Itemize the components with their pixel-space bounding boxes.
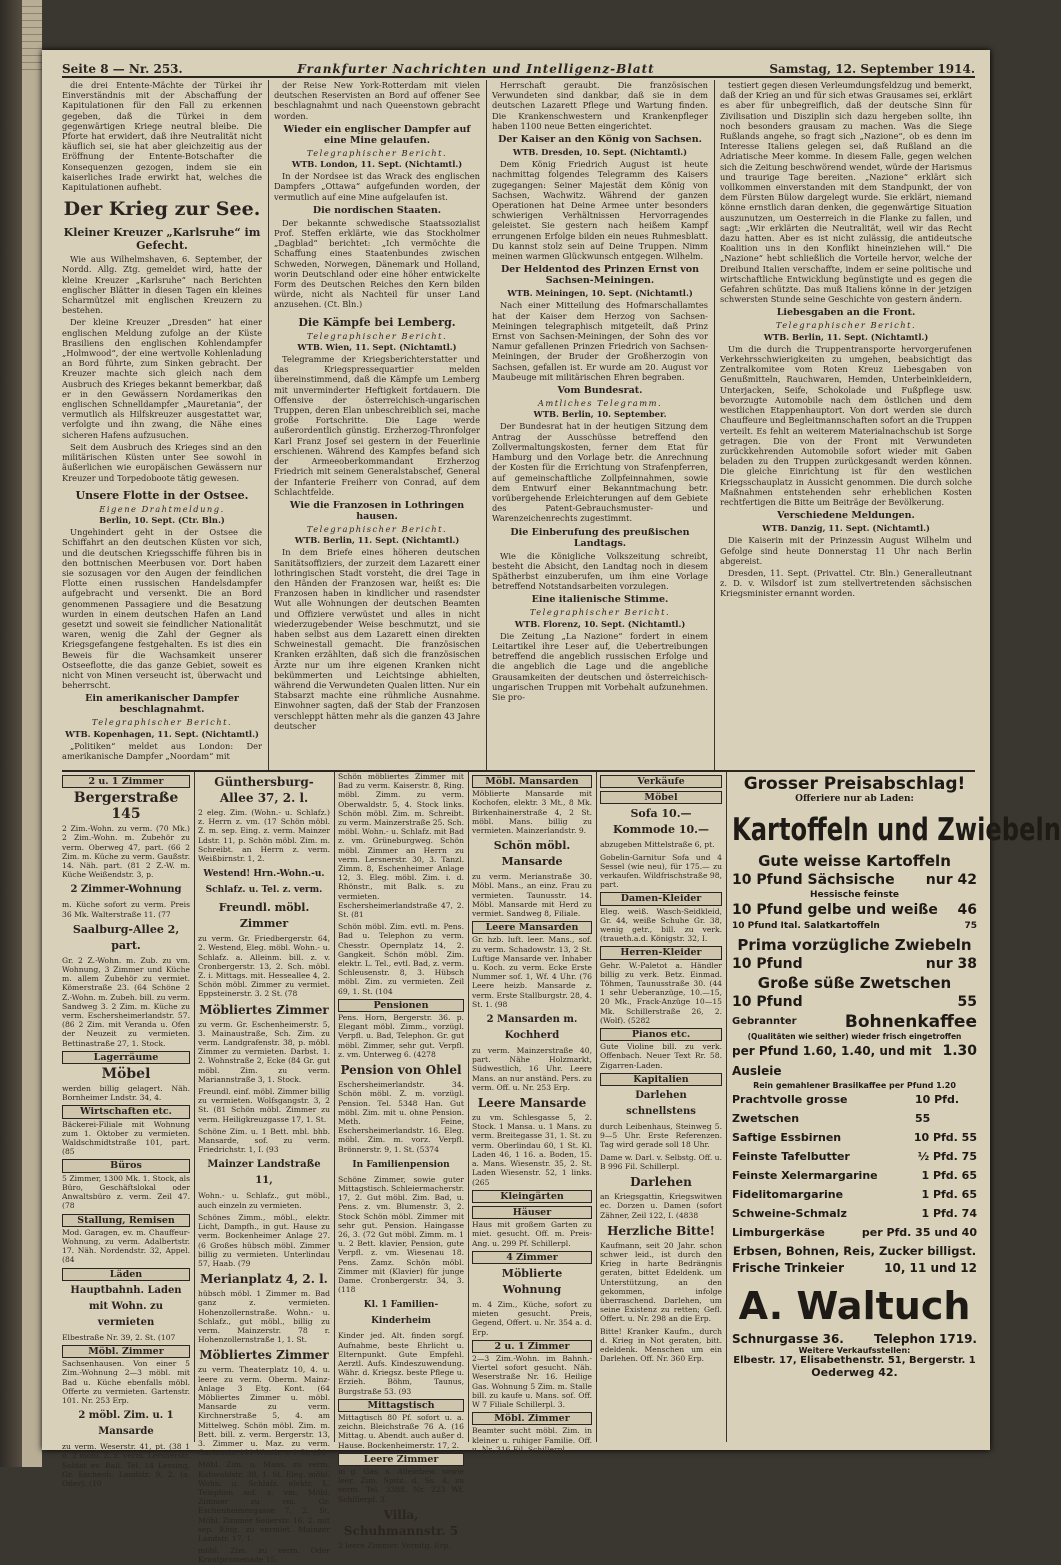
- shop-logo: A. Waltuch: [738, 1284, 971, 1328]
- headline: Wieder ein englischer Dampfer auf eine Mine gelaufen.: [283, 123, 471, 146]
- page-stack: [22, 0, 42, 1467]
- price-value: 46: [957, 902, 977, 918]
- headline: Die nordischen Staaten.: [312, 204, 442, 216]
- ad-headline: Saalburg-Allee 2, part.: [72, 922, 180, 952]
- ad-text: möbl. Zim. zu verm. Oder Krautpromenade 15.: [198, 1546, 330, 1565]
- ad-subtitle: Offeriere nur ab Laden:: [795, 794, 914, 804]
- ad-text: zu verm. Mainzerstraße 40, part. Nähe Holzmarkt, Südwestlich, 16 Uhr. Leere Mans. an nur anständ. Pers. zu verm. Off. u. Nr. 253 Erp.: [472, 1046, 592, 1092]
- price-row: [732, 920, 977, 932]
- ad-headline: Möblierte Wohnung: [501, 1266, 563, 1296]
- dateline: WTB. Berlin, 10. September.: [533, 409, 667, 420]
- dateline: WTB. Meiningen, 10. Sept. (Nichtamtl.): [507, 288, 693, 299]
- price-value: 75: [964, 921, 977, 931]
- article-text: In der Nordsee ist das Wrack des englischen Dampfers „Ottawa“ aufgefunden worden, der vermutlich auf eine Mine aufgelaufen ist.: [274, 171, 480, 202]
- ad-category: Lagerräume: [62, 1051, 190, 1064]
- ad-category: Wirtschaften etc.: [62, 1105, 190, 1118]
- headline: Vom Bundesrat.: [557, 385, 643, 397]
- ad-text: Gute Violine bill. zu verk. Offenbach. Neuer Text Rr. 58. Zigarren-Laden.: [600, 1042, 722, 1070]
- address: Schnurgasse 36.: [732, 1332, 844, 1346]
- ad-title: Grosser Preisabschlag!: [743, 774, 966, 794]
- price-row: [732, 1012, 977, 1032]
- price-row: [732, 1166, 977, 1185]
- price-label: 10 Pfund Sächsische: [732, 872, 895, 888]
- ad-text: Sachsenhausen. Von einer 5 Zim.-Wohnung 2—3 möbl. mit Bad u. Küche ebenfalls möbl. Offerte zu vermieten. Gartenstr. 101. Nr. 253 Erp.: [62, 1359, 190, 1405]
- ad-headline: Herzliche Bitte!: [607, 1223, 715, 1238]
- masthead: Frankfurter Nachrichten und Intelligenz-Blatt: [297, 62, 655, 76]
- ad-category: Kleingärten: [472, 1190, 592, 1203]
- article-text: Dem König Friedrich August ist heute nachmittag folgendes Telegramm des Kaisers zugegangen: Seiner Majestät dem König von Sachsen, Wachwitz. Während der ganzen Operationen hat Deine Armee unter besonders schwierigen Verhältnissen Hervorragendes geleistet. Sie gestern nach heißem Kampf errungenen Erfolge bilden ein neues Ruhmesblatt. Du kannst stolz sein auf Deine Truppen. Nimm meinen warmen Glückwunsch entgegen. Wilhelm.: [492, 159, 708, 262]
- ad-text: Möblierte Mansarde mit Kochofen, elektr. 3 Mt., 8 Mk. Birkenhainerstraße 4, 2 St. möbl. Mans. billig zu vermieten. Mainzerlandstr. 9.: [472, 789, 592, 836]
- ad-text: werden billig gelagert. Näh. Bornheimer Lndstr. 34, 4.: [62, 1084, 190, 1103]
- subline: Telegraphischer Bericht.: [306, 523, 448, 534]
- ad-text: Schöne Zim. u. 1 Bett. mbl. bhb. Mansarde, sof. zu verm. Friedrichstr. 1, I. (93: [198, 1126, 330, 1155]
- ad-headline: Günthersburg-Allee 37, 2. l.: [214, 775, 314, 805]
- ad-headline: Mainzer Landstraße 11,: [207, 1159, 321, 1187]
- price-value: 10 Pfd. 55: [913, 1131, 977, 1144]
- price-label: Frische Trinkeier: [732, 1261, 844, 1275]
- price-row: [732, 1041, 977, 1081]
- dateline: WTB. Kopenhagen, 11. Sept. (Nichtamtl.): [65, 728, 259, 739]
- newspaper-page: [42, 50, 1061, 1565]
- subline: Telegraphischer Bericht.: [306, 147, 448, 158]
- article-text: Seit dem Ausbruch des Krieges sind an den militärischen Küsten unter See sowohl in äußerlichen wie europäischen Gewässern nur Kreuzer und Torpedoboote tätig gewesen.: [62, 441, 262, 483]
- ad-category: Verkäufe: [600, 775, 722, 788]
- column-rule: [194, 772, 195, 1442]
- ad-headline: 2 Zimmer-Wohnung: [70, 884, 182, 896]
- ad-text: Wohn.- u. Schlafz., gut möbl., auch einzeln zu vermieten.: [198, 1191, 330, 1210]
- ad-text: Haus mit großem Garten zu miet. gesucht. Off. m. Preis-Ang. u. 299 Pf. Schillerpl.: [472, 1220, 592, 1248]
- ad-text: Schönes Zimm., möbl., elektr. Licht, Dampfh., in gut. Hause zu verm. Bockenheimer Anlage 27. (6 Großes hübsch möbl. Zimmer billig zu vermieten. Unterlindau 57, Haab. (79: [198, 1212, 330, 1268]
- ad-section: Große süße Zwetschen: [757, 974, 952, 992]
- dateline: WTB. Wien, 11. Sept. (Nichtamtl.): [297, 341, 457, 352]
- dateline: WTB. Danzig, 11. Sept. (Nichtamtl.): [762, 523, 930, 534]
- ad-text: Eleg. weiß. Wasch-Seidkleid, Gr. 44, weiße Schuhe Gr. 38, wenig getr., bill. zu verk. (traueth.a.d. Königstr. 32, I.: [600, 906, 722, 944]
- headline: Die Kämpfe bei Lemberg.: [298, 315, 456, 329]
- subline: Telegraphischer Bericht.: [775, 320, 917, 331]
- ad-category: Möbl. Zimmer: [472, 1412, 592, 1425]
- ad-section: Gute weisse Kartoffeln: [758, 852, 951, 870]
- column-4: [720, 80, 972, 770]
- ad-text: Bäckerei-Filiale mit Wohnung zum 1. Oktober zu vermieten. Waldschmidtstraße 101, part. (85: [62, 1119, 190, 1157]
- price-label: Limburgerkäse: [732, 1226, 825, 1239]
- price-list: [732, 1090, 977, 1242]
- price-label: Feinste Xelermargarine: [732, 1169, 878, 1182]
- price-label: Bohnenkaffee: [844, 1012, 977, 1032]
- dateline: WTB. London, 11. Sept. (Nichtamtl.): [291, 159, 463, 170]
- ad-headline: Darlehen: [630, 1175, 692, 1190]
- ad-text: abzugeben Mittelstraße 6, pt.: [600, 840, 715, 850]
- ad-text: zu vm. Schlesgasse 5, 2. Stock. 1 Mansa. u. 1 Mans. zu verm. Breitegasse 31, 1. St. zu verm. Oberlindau 60, 1 St. Kl. Laden 46, 1 16. a. Boden, 15. a. Mans. Wiesenstr. 35, 2. St. Laden Wiesenstr. 52, 1 links. (265: [472, 1113, 592, 1187]
- ad-category: Häuser: [472, 1206, 592, 1219]
- article-text: In dem Briefe eines höheren deutschen Sanitätsoffiziers, der zurzeit dem Lazarett einer lothringischen Stadt vorsteht, die drei Tage in den Händen der Franzosen war, heißt es: Die Franzosen haben in kindlicher und rasendster Wut alle Wohnungen der deutschen Beamten und Offiziere verwüstet und alles in nicht wiederzugebender Weise beschmutzt, und sie haben selbst aus dem Lazarett einen direkten Schweinestall gemacht. Die französischen Kranken erzählten, daß sich die französischen Ärzte nur um ihre eigenen Kranken nicht bekümmerten und Leichtsinge abhielten, während die Verwundeten Qualen litten. Nur ein Stabsarzt machte eine rühmliche Ausnahme. Einwohner sagten, daß der Stab der Franzosen verschleppt hätten mehr als die ganzen 43 Jahre deutscher: [274, 547, 480, 731]
- price-value: ½ Pfd. 75: [917, 1150, 977, 1163]
- price-label: 10 Pfund Ital. Salatkartoffeln: [732, 921, 880, 931]
- dateline: WTB. Dresden, 10. Sept. (Nichtamtl.): [512, 147, 688, 158]
- ad-main-headline: Kartoffeln und Zwiebeln: [732, 812, 1061, 848]
- ad-text: Kaufmann, seit 20 Jahr. schon schwer leid., ist durch den Krieg in harte Bedrängnis geraten, bittet Edeldenk. um Unterstützung, an den gekommen, infolge überraschend. Darlehen, um seine Existenz zu retten; Gefl. Offert. u. Nr. 298 an die Erp.: [600, 1240, 722, 1324]
- ad-text: 2—3 Zim.-Wohn. im Bahnh.-Viertel sofort gesucht. Näh. Weserstraße Nr. 16. Heilige Gas. Wohnung 5 Zim. m. Stalle bill. zu kaufe u. Mans. sof. Off. W 7 Filiale Schillerpl. 3.: [472, 1353, 592, 1409]
- ad-text: Mod. Garagen, ev. m. Chauffeur-Wohnung, zu verm. Adalbertstr. 17. Näh. Nordendstr. 32, Appel. (84: [62, 1227, 190, 1265]
- ad-text: Gr. hzb. luft. leer. Mans., sof. zu verm. Schadowstr. 13, 2 St. Luftige Mansarde ver. Inhaber u. Koch. zu verm. Ecke Erste Nummer sof. 1, Wf. 4 Uhr. (76 Leere heizb. Mansarde z. verm. Erste Stallburgstr. 28, 4. St. 1. (98: [472, 935, 592, 1009]
- ad-category: Mittagstisch: [338, 1399, 464, 1412]
- ads-column-1: [62, 772, 190, 1488]
- price-row: [732, 1258, 977, 1278]
- price-row: [732, 900, 977, 920]
- ad-text: zu verm. Gr. Eschenheimerstr. 5, 3. Mainaustraße, Sch. Zim. zu verm. Landgrafenstr. 38, p. möbl. Zimmer zu vermieten. Darbst. 1. 2. Wohnstraße 2, Ecke (84 Gr. gut möbl. Zim. zu verm. Mariannstraße 3, 1. Stock.: [198, 1019, 330, 1084]
- ad-category: 4 Zimmer: [472, 1251, 592, 1264]
- price-value: nur 38: [925, 956, 977, 972]
- price-value: per Pfd. 35 und 40: [861, 1226, 977, 1239]
- price-row: [732, 1090, 977, 1128]
- headline: Eine italienische Stimme.: [531, 594, 669, 606]
- ad-category: 2 u. 1 Zimmer: [472, 1340, 592, 1353]
- ad-text: Möbl. Zim. u. Mans. zu verm. Kuhwaldstr. 38, 1. St. Eleg. möbl. Wohn. u. Schlafz. elektr. L. Telephon sof. z. vm. Möbl. Zimmer zu vm. Gr. Eschenheimergasse 7, 2. St. Möbl. Zimmer Seilerstr. 16. 2. mit sep. Eing. zu vermiet. Mainzer Landstr. 17, 1.: [198, 1460, 330, 1543]
- dateline: WTB. Berlin, 11. Sept. (Nichtamtl.): [763, 331, 929, 342]
- price-value: 55: [957, 994, 977, 1010]
- article-text: Der kleine Kreuzer „Dresden“ hat einer englischen Meldung zufolge an der Küste Brasiliens den englischen Kohlendampfer „Holmwood“, der eine wertvolle Kohlenladung an Bord führte, zum Sinken gebracht. Der Kreuzer machte sich gleich nach dem Ausbruch des Krieges bekannt bemerkbar, daß er in den Gewässern Nordamerikas den englischen Schnelldampfer „Mauretania“, der vermutlich als Hilfskreuzer ausgestattet war, verfolgte und ihn zwang, die Nähe eines sicheren Hafens aufzusuchen.: [62, 317, 262, 440]
- ads-column-5: [600, 772, 722, 1440]
- ads-column-4: [472, 772, 592, 1454]
- ad-headline: Freundl. möbl. Zimmer: [218, 901, 310, 931]
- ad-headline: In Familienpension: [352, 1159, 450, 1170]
- price-value: nur 42: [925, 872, 977, 888]
- ad-note: Weitere Verkaufsstellen:: [798, 1346, 911, 1355]
- price-label: Fidelitomargarine: [732, 1188, 844, 1201]
- article-text: Wie die Königliche Volkszeitung schreibt, besteht die Absicht, den Landtag noch in diesem Spätherbst einzuberufen, um ihm eine Vorlage betreffend Notstandsarbeiten vorzulegen.: [492, 550, 708, 592]
- ad-headline: Pension von Ohlel: [340, 1063, 462, 1078]
- ad-text: hübsch möbl. 1 Zimmer m. Bad ganz z. vermieten. Hohenzollernstraße. Wohn.- u. Schlafz., gut möbl., billig zu verm. Mainzerstr. 78 r. Hohenzollernstraße 1, 1. St.: [198, 1289, 330, 1345]
- ad-note: Erbsen, Bohnen, Reis, Zucker billigst.: [732, 1244, 977, 1258]
- article-text: die drei Entente-Mächte der Türkei ihr Einverständnis mit der Abschaffung der Kapitulationen für den Fall zu erkennen gegeben, daß die Türkei in dem gegenwärtigen Kriege neutral bleibe. Die Pforte hat erwidert, daß ihre Neutralität nicht käuflich sei, sie hat aber gleichzeitig aus der Eröffnung der Entente-Botschafter die Konsequenzen gezogen, indem sie ein kaiserliches Irade erwirkt hat, welches die Kapitulationen aufhebt.: [62, 80, 262, 193]
- ad-category: Möbel: [600, 791, 722, 804]
- ad-category: Leere Zimmer: [338, 1453, 464, 1466]
- ad-category: Leere Mansarden: [472, 921, 592, 934]
- price-value: 1.30: [942, 1043, 977, 1059]
- price-label: Saftige Essbirnen: [732, 1131, 842, 1144]
- ad-headline: Merianplatz 4, 2. l.: [200, 1272, 328, 1287]
- headline: Kleiner Kreuzer „Karlsruhe“ im Gefecht.: [63, 226, 261, 253]
- page-number: Seite 8 — Nr. 253.: [62, 62, 183, 76]
- ad-text: Kinder jed. Alt. finden sorgf. Aufnahme, beste Ehrlicht u. Elternpunkt. Gute Empfehl. Aerztl. Aufs. Kindeszuwendung. Währ. d. Kriegsz. beste Pflege u. Erzieh. Böhm, Taunus, Burgstraße 53. (93: [338, 1331, 464, 1396]
- price-row: [732, 1185, 977, 1204]
- article-text: Herrschaft geraubt. Die französischen Verwundeten sind dankbar, daß sie in dem deutschen Lazarett Pflege und Wartung finden. Die Krankenschwestern und Krankenpfleger haben 1100 neue Betten eingerichtet.: [492, 80, 708, 131]
- ad-headline: Möbel: [101, 1066, 151, 1083]
- price-label: 10 Pfund: [732, 994, 803, 1010]
- price-row: [732, 870, 977, 890]
- column-rule: [596, 772, 597, 1442]
- ad-note: Oederweg 42.: [811, 1366, 898, 1379]
- ad-text: Schöne Zimmer, sowie guter Mittagstisch. Schleiermacherstr. 17, 2. Gut möbl. Zim. Bad, u. Pens. z. vm. Blumenstr. 3, 2. Stock Schön möbl. Zimmer mit sehr gut. Pension. Haingasse 26, 3. (72 Gut möbl. Zimm. m. 1 u. 2 Bett. klavier, Pension, gute Verpfl. z. vm. Wiesenau 18. Pens. Zamz. Schön möbl. Zimmer mit (Klavier) für junge Dame. Cronbergerstr. 34, 3. (118: [338, 1174, 464, 1295]
- ad-note: (Qualitäten wie seither) wieder frisch eingetroffen: [747, 1032, 962, 1041]
- ad-text: 2 Zim.-Wohn. zu verm. (70 Mk.) 2 Zim.-Wohn. m. Zubehör zu verm. Oberweg 47, part. (66 2 Zim. m. Küche zu verm. Gaußstr. 14. Näh. part. (81 2 Z.-W. m. Küche Weißendstr. 3, p.: [62, 824, 190, 880]
- column-1: [62, 80, 262, 770]
- ad-category: Läden: [62, 1268, 190, 1281]
- ad-headline: 2 möbl. Zim. u. 1 Mansarde: [78, 1410, 174, 1438]
- ad-text: m. Küche sofort zu verm. Preis 36 Mk. Walterstraße 11. (77: [62, 900, 190, 919]
- ad-text: in g. Gas. s. Alleinbew. sowie leer. Zim. Spitz. d. Ss. 4. zu verm. Tel. 3388. Nr. 223 Wf. Schillerpl. 3.: [338, 1467, 464, 1504]
- price-label: Gebrannter: [732, 1016, 797, 1027]
- price-row: [732, 1204, 977, 1223]
- column-rule: [268, 80, 269, 770]
- ad-headline: Schön möbl. Mansarde: [493, 839, 571, 869]
- headline: Der Kaiser an den König von Sachsen.: [498, 134, 702, 146]
- price-row: [732, 954, 977, 974]
- ad-text: Schön möbl. Zim. evtl. m. Pens. Bad u. Telephon zu verm. Chesstr. Opernplatz 14, 2. Gangkeit. Schön möbl. Zim. elektr. L. Tel., evtl. Bad, z. verm. Schleusenstr. 8, 3. Hübsch möbl. Zim. zu vermieten. Zeil 69, 1. St. (104: [338, 922, 464, 996]
- ad-text: Mittagtisch 80 Pf. sofort u. a. zeichn. Bleichstraße 76 A. (16 Mittag. u. Abendt. auch außer d. Hause. Bockenheimerstr. 17, 2.: [338, 1412, 464, 1450]
- price-row: [732, 1128, 977, 1147]
- ad-text: Dame w. Darl. v. Selbstg. Off. u. B 996 Fil. Schillerpl.: [600, 1152, 722, 1171]
- subline: Eigene Drahtmeldung.: [99, 503, 225, 514]
- ad-category: Herren-Kleider: [600, 946, 722, 959]
- ad-text: zu verm. Merianstraße 30. Möbl. Mans., an einz. Frau zu vermieten. Taunusstr. 14. Möbl. Mansarde mit Herd zu vermiet. Sandweg 8, Filiale.: [472, 872, 592, 919]
- column-rule: [334, 772, 335, 1442]
- ad-category: Damen-Kleider: [600, 892, 722, 905]
- article-text: Wie aus Wilhelmshaven, 6. September, der Nordd. Allg. Ztg. gemeldet wird, hatte der kleine Kreuzer „Karlsruhe“ nach Berichten englischer Blätter in diesen Tagen ein kleines Scharmützel mit englischen Kreuzern zu bestehen.: [62, 254, 262, 316]
- ad-headline: Hauptbahnh. Laden mit Wohn. zu vermieten: [70, 1284, 182, 1328]
- ad-text: Beamter sucht möbl. Zim. in kleiner u. ruhiger Familie. Off. u. Nr. 316 Fil. Schillerpl.: [472, 1426, 592, 1454]
- ad-headline: Sofa 10.— Kommode 10.—: [613, 807, 709, 837]
- ad-section: Prima vorzügliche Zwiebeln: [737, 936, 972, 954]
- price-value: 1 Pfd. 65: [921, 1188, 977, 1201]
- price-value: 10 Pfd. 55: [914, 1093, 960, 1125]
- subline: Telegraphischer Bericht.: [529, 607, 671, 618]
- ad-text: durch Leibenhaus, Steinweg 5. 9—5 Uhr. Erste Referenzen. Tag wird gerade soll 18 Uhr.: [600, 1122, 722, 1150]
- price-label: Schweine-Schmalz: [732, 1207, 847, 1220]
- ad-headline: Darlehen schnellstens: [626, 1090, 696, 1118]
- ad-category: Pensionen: [338, 999, 464, 1012]
- section-heading: Der Krieg zur See.: [63, 198, 261, 221]
- price-label: Prachtvolle grosse Zwetschen: [732, 1093, 848, 1125]
- ad-text: Bitte! Kranker Kaufm., durch d. Krieg in Not geraten, bitt. edeldenk. Menschen um ein Darlehen. Off. Nr. 360 Erp.: [600, 1326, 722, 1364]
- article-text: Der bekannte schwedische Staatssozialist Prof. Steffen erklärte, wie das Stockholmer „Dagblad“ berichtet: „Ich vermöchte die Schaffung eines Staatenbundes zwischen Schweden, Norwegen, Dänemark und Holland, worin Deutschland oder eine höher entwickelte Form des Deutschen Reiches den Kern bilden würde, nicht als Nachteil für unser Land anzusehen. (Ct. Bln.): [274, 217, 480, 310]
- article-text: Um die durch die Truppentransporte hervorgerufenen Verkehrsschwierigkeiten zu umgehen, beabsichtigt das Zentralkomitee vom Roten Kreuz Liebesgaben von Genußmitteln, Rauchwaren, Hemden, Unterbeinkleidern, Unterjacken, Seife, Schokolade und Fußpflege usw. bevorzugte Automobile nach dem östlichen und dem westlichen Etappenhauptort. Von dort werden sie durch Chauffeure und Begleitmannschaften sofort an die Truppen verteilt. Es fehlt an weiterem Materialnachschub ist Sorge getragen. Die von der Front mit Verwundeten zurückkehrenden Automobile sofort wieder mit Gaben beladen zu den Truppen zurückgesandt werden können. Die gleiche Einrichtung ist für den westlichen Kriegsschauplatz in Aussicht genommen. Die durch solche Maßnahmen entstehenden sehr erheblichen Kosten rechtfertigen die Bitte um Beiträge der Bevölkerung.: [720, 343, 972, 507]
- waltuch-advertisement: [732, 774, 1061, 1404]
- ad-text: Gobelin-Garnitur Sofa und 4 Sessel (wie neu), für 175.— zu verkaufen. Wildfrischstraße 98, part.: [600, 852, 722, 890]
- ad-category: Pianos etc.: [600, 1028, 722, 1041]
- column-rule: [468, 772, 469, 1442]
- article-text: Die Kaiserin mit der Prinzessin August Wilhelm und Gefolge sind heute Donnerstag 11 Uhr nach Berlin abgereist.: [720, 535, 972, 566]
- ad-category: 2 u. 1 Zimmer: [62, 775, 190, 788]
- price-label: per Pfund 1.60, 1.40, und mit Ausleie: [732, 1044, 932, 1078]
- subline: Amtliches Telegramm.: [537, 398, 663, 409]
- column-rule: [486, 80, 487, 770]
- price-label: 10 Pfund: [732, 956, 803, 972]
- subline: Telegraphischer Bericht.: [306, 330, 448, 341]
- ad-headline: Möbliertes Zimmer: [199, 1002, 329, 1017]
- article-text: der Reise New York-Rotterdam mit vielen deutschen Reservisten an Bord auf offener See beschlagnahmt und nach Queenstown gebracht worden.: [274, 80, 480, 121]
- ad-text: 5 Zimmer, 1300 Mk. 1. Stock, als Büro, Geschäftslokal oder Anwaltsbüro z. verm. Zeil 47. (78: [62, 1173, 190, 1211]
- article-text: „Politiken“ meldet aus London: Der amerikanische Dampfer „Noordam“ mit: [62, 740, 262, 761]
- price-value: 1 Pfd. 65: [921, 1169, 977, 1182]
- price-label: 10 Pfund gelbe und weiße: [732, 902, 938, 918]
- ad-note: Elbestr. 17, Elisabethenstr. 51, Bergerstr. 1: [733, 1355, 976, 1366]
- price-value: 10, 11 und 12: [884, 1261, 977, 1275]
- price-row: [732, 1223, 977, 1242]
- article-text: Nach einer Mitteilung des Hofmarschallamtes hat der Kaiser dem Herzog von Sachsen-Meiningen telegraphisch mitgeteilt, daß Prinz Ernst von Sachsen-Meiningen, der Sohn des vor Namur gefallenen Prinzen Friedrich von Sachsen-Meiningen, der Bruder der Großherzogin von Sachsen, gefallen ist. Er wurde am 20. August vor Maubeuge mit militärischen Ehren begraben.: [492, 300, 708, 382]
- headline: Der Heldentod des Prinzen Ernst von Sachsen-Meiningen.: [500, 264, 700, 287]
- ad-text: Eschersheimerlandstr. 34. Schön möbl. Z. m. vorzügl. Pension. Tel. 5348 Han. Gut möbl. Zim. mit u. ohne Pension. Meth. Feine, Eschersheimerlandstr. 16. Eleg. möbl. Zim. m. vorz. Verpfl. Brönnerstr. 9, 1. St. (5374: [338, 1080, 464, 1154]
- ad-headline: Möbliertes Zimmer: [199, 1348, 329, 1363]
- ad-text: m. 4 Zim., Küche, sofort zu mieten gesucht. Preis, Gegend, Offert. u. Nr. 354 a. d. Erp.: [472, 1299, 592, 1337]
- price-label: Feinste Tafelbutter: [732, 1150, 850, 1163]
- column-rule: [726, 772, 727, 1442]
- article-text: Dresden, 11. Sept. (Privattel. Ctr. Bln.) Generalleutnant z. D. v. Wilsdorf ist zum stellvertretenden sächsischen Kriegsminister ernannt worden.: [720, 567, 972, 599]
- page-header: [62, 58, 975, 78]
- ad-headline: Villa, Schuhmannstr. 5: [343, 1507, 459, 1538]
- ad-text: Pens. Horn, Bergerstr. 36. p. Elegant möbl. Zimm., vorzügl. Verpfl. u. Bad, Telephon. Gr. gut möbl. Zimmer, sehr gut. Verpfl. z. vm. Unterweg 6. (4278: [338, 1013, 464, 1059]
- issue-date: Samstag, 12. September 1914.: [769, 62, 975, 76]
- ad-note: Hessische feinste: [809, 890, 900, 900]
- ad-note: Rein gemahlener Brasilkaffee per Pfund 1.20: [753, 1081, 956, 1090]
- article-text: Ungehindert geht in der Ostsee die Schiffahrt an den deutschen Küsten vor sich, und die deutschen Kriegsschiffe führen bis in den bottnischen Meerbusen vor. Dort haben sie sozusagen vor den Augen der feindlichen Flotte einen russischen Handelsdampfer aufgebracht und versenkt. Die an Bord genommenen Passagiere und die Besatzung wurden in einem deutschen Hafen an Land gesetzt und soweit sie feindlicher Nationalität waren, wenig die Zahl der Gegner als Kriegsgefangene festgehalten. Es ist dies ein Beweis für die Wachsamkeit unserer Ostseeflotte, die das ganze Gebiet, soweit es nicht von Minen verseucht ist, überwacht und beherrscht.: [62, 527, 262, 691]
- column-3: [492, 80, 708, 770]
- dateline: Berlin, 10. Sept. (Ctr. Bln.): [99, 514, 225, 525]
- ad-text: Elbestraße Nr. 39, 2. St. (107: [62, 1332, 176, 1342]
- ad-text: Gr. 2 Z.-Wohn. m. Zub. zu vm. Wohnung, 3 Zimmer und Küche m. allem Zubehör zu vermiet. Kömerstraße 23. (64 Schöne 2 Z.-Wohn. m. Zubeh. bill. zu verm. Sandweg 3. 2 Zim. m. Küche zu verm. Eschersheimerlandstr. 57. (86 2 Zim. mit Veranda u. Ofen der Neuzeit zu vermieten. Bettinastraße 27, 1. Stock.: [62, 955, 190, 1048]
- shop-address: [732, 1332, 977, 1346]
- headline: Die Einberufung des preußischen Landtags.: [510, 526, 690, 549]
- phone: Telephon 1719.: [873, 1332, 977, 1346]
- ad-text: 2 eleg. Zim. (Wohn.- u. Schlafz.) z. Herrn z. vm. (17 Schön möbl. Z. m. sep. Eing. z. verm. Mainzer Ldstr. 11, p. Schön möbl. Zim. m. Schreibt. an Herrn z. verm. Weißbirnstr. 1, 2.: [198, 808, 330, 864]
- dateline: WTB. Florenz, 10. Sept. (Nichtamtl.): [514, 618, 686, 629]
- price-value: 1 Pfd. 74: [921, 1207, 977, 1220]
- article-text: Der Bundesrat hat in der heutigen Sitzung dem Antrag der Ausschüsse betreffend den Zollvermaltungskosten, ferner dem Etat für Hamburg und den Vorlage betr. die Anrechnung der Kosten für die Errichtung von Strafenpferren, auf gemeinschaftliche Zollpfeinnahmen, sowie dem Entwurf einer Bekanntmachung betr. vorübergehende Erleichterungen auf dem Gebiete des Patent-Gebrauchsmuster- und Warenzeichenrechts zugestimmt.: [492, 421, 708, 524]
- headline: Verschiedene Meldungen.: [777, 510, 915, 522]
- headline: Wie die Franzosen in Lothringen hausen.: [289, 499, 465, 522]
- column-rule: [714, 80, 715, 770]
- price-row: [732, 992, 977, 1012]
- ad-text: an Kriegsgattin, Kriegswitwen ec. Dorzen u. Damen (sofort Zähner, Zeil 122, I. (4838: [600, 1192, 722, 1220]
- ad-headline: 2 Mansarden m. Kochherd: [486, 1014, 578, 1042]
- dateline: WTB. Berlin, 11. Sept. (Nichtamtl.): [294, 535, 460, 546]
- ad-category: Büros: [62, 1159, 190, 1172]
- headline: Liebesgaben an die Front.: [776, 307, 916, 319]
- ad-category: Möbl. Mansarden: [472, 775, 592, 788]
- ad-text: Gehr. W.-Paletot a. Händler billig zu verk. Betz. Einmad. Töhmen, Taunusstraße 30. (44 1 sehr Ueberanzüge, 10.—15, 20 Mk., Frack-Anzüge 10—15 Mk. Schillerstraße 26, 2. (Wolf). (5282: [600, 960, 722, 1025]
- headline: Unsere Flotte in der Ostsee.: [75, 488, 249, 502]
- price-row: [732, 1147, 977, 1166]
- subline: Telegraphischer Bericht.: [91, 717, 233, 728]
- ad-text: 2 leere Zimmer. Vermtg. Erp.: [338, 1540, 451, 1550]
- column-2: [274, 80, 480, 770]
- ad-text: zu verm. Gr. Friedbergerstr. 64, 2. Westend, Eleg. möbl. Wohn.- u. Schlafz. a. Alleinm. bill. z. v. Cronbergerstr. 13, 2. Sch. möbl. Z. i. Mittags. mit. Hesseallee 4, 2. Schön möbl. Zimmer zu vermiet. Eppsteinerstr. 3. 2 St. (78: [198, 934, 330, 999]
- ad-text: zu verm. Weserstr. 41, pt. (38 1 u. 2 möbl. Z. z. verm. Lersnerstr. Soldat ev. Ball. Tel. 14 Lessing, Gr. Eschenh. Landstr. 9, 2. (a. Oder). (10: [62, 1442, 190, 1488]
- ad-category: Stallung, Remisen: [62, 1214, 190, 1227]
- ad-text: Schön möbliertes Zimmer mit Bad zu verm. Kaiserstr. 8, Ring. möbl. Zimm. zu verm. Oberwaldstr. 5, 4. Stock links. Schön möbl. Zim. m. Schreibt. zu verm. Mainzerstraße 25. Sch. möbl. Wohn.- u. Schlafz. mit Bad z. vm. Grüneburgweg. Schön möbl. Zimmer an Herrn zu verm. Lersnerstr. 30, 3. Tanzl. Zimm. 8, Eschenheimer Anlage 12, 3. Eleg. möbl. Zim. i. d. Rhönstr., mit Balk. s. zu vermieten. Eschersheimerlandstraße 47, 2. St. (81: [338, 772, 464, 920]
- article-text: Telegramme der Kriegsberichterstatter und das Kriegspressequartier melden übereinstimmend, daß die Kämpfe um Lemberg mit unverminderter Heftigkeit fortdauern. Die Offensive der österreichisch-ungarischen Truppen, deren Elan unbeschreiblich sei, mache große Fortschritte. Die Lage werde außerordentlich günstig. Erzherzog-Thronfolger Karl Franz Josef sei gestern in der Feuerlinie erschienen. Während des Kampfes befand sich der Armeeoberkommandant Erzherzog Friedrich mit seinem Generalstabschef, General der Infanterie Freiherr von Conrad, auf dem Schlachtfelde.: [274, 354, 480, 497]
- ads-column-3: [338, 772, 464, 1550]
- ad-headline: Bergerstraße 145: [73, 790, 179, 823]
- ad-category: Möbl. Zimmer: [62, 1345, 190, 1358]
- ad-category: Kapitalien: [600, 1073, 722, 1086]
- ads-column-2: [198, 772, 330, 1565]
- ad-headline: Kl. 1 Familien-Kinderheim: [363, 1300, 439, 1327]
- headline: Ein amerikanischer Dampfer beschlagnahmt.: [85, 693, 239, 716]
- ad-text: zu verm. Theaterplatz 10, 4. u. leere zu verm. Oberm. Mainz-Anlage 3 Etg. Kont. (64 Möbliertes Zimmer u. möbl. Mansarde zu verm. Kirchnerstraße 5, 4. am Mittelweg. Schön möbl. Zim. m. Bett. bill. z. verm. Bergerstr. 13, 3. Zimmer u. Maz. zu verm. Gartenstr. 101 Westh. v. 1 St. (64: [198, 1365, 330, 1458]
- ad-headline: Westend! Hrn.-Wohn.-u. Schlafz. u. Tel. z. verm.: [203, 869, 325, 896]
- ad-headline: Leere Mansarde: [477, 1096, 587, 1111]
- article-text: Die Zeitung „La Nazione“ fordert in einem Leitartikel ihre Leser auf, die Uebertreibungen betreffend die angeblich russischen Erfolge und die angeblich die Lage und die angebliche Grausamkeiten der deutschen und österreichisch-ungarischen Truppen mit Vorbehalt aufzunehmen. Sie pro-: [492, 630, 708, 702]
- article-text: testiert gegen diesen Verleumdungsfeldzug und bemerkt, daß der Krieg an und für sich etwas Grausames sei, erklärt es aber für unbegreiflich, daß der deutsche Sinn für Zivilisation und Disziplin sich dazu hergeben sollte, ihn noch besonders grausam zu machen. Was die Siege Rußlands angehe, so fragt sich „Nazione“, ob es denn im Interesse Italiens gelegen sei, daß Rußland an die Adriatische Meer komme. In diesem Falle, gegen welchen sich die Zeitung beschwörend wendet, würde der Harismus und traurige Tage bereiten. „Nazione“ erklärt sich vollkommen einverstanden mit dem Standpunkt, der von dem Fürsten Bülow dargelegt wurde. Sie erklärt, niemand könne ernstlich daran denken, die gegenwärtige Situation auszunutzen, um Oesterreich in die Flanke zu fallen, und sagt: „Wir erklärten die Neutralität, weil wir das Recht dazu hatten. Aber es ist nicht zulässig, die antideutsche Koalition uns in den Konflikt hineinziehen will.“ Die „Nazione“ hebt schließlich die Vorteile hervor, welche der Dreibund Italien verschaffte, indem er seine politische und wirtschaftliche Entwicklung begünstigte und es gegen die Gefahren schützte. Das muß Italiens könne in der jetzigen schwersten Stunde seine Geschichte von gestern ändern.: [720, 80, 972, 305]
- ad-text: Freundl. einf. möbl. Zimmer billig zu vermieten. Wolfsgangstr. 3, 2 St. (81 Schön möbl. Zimmer zu verm. Heiligkreuzgasse 17, 1. St.: [198, 1087, 330, 1124]
